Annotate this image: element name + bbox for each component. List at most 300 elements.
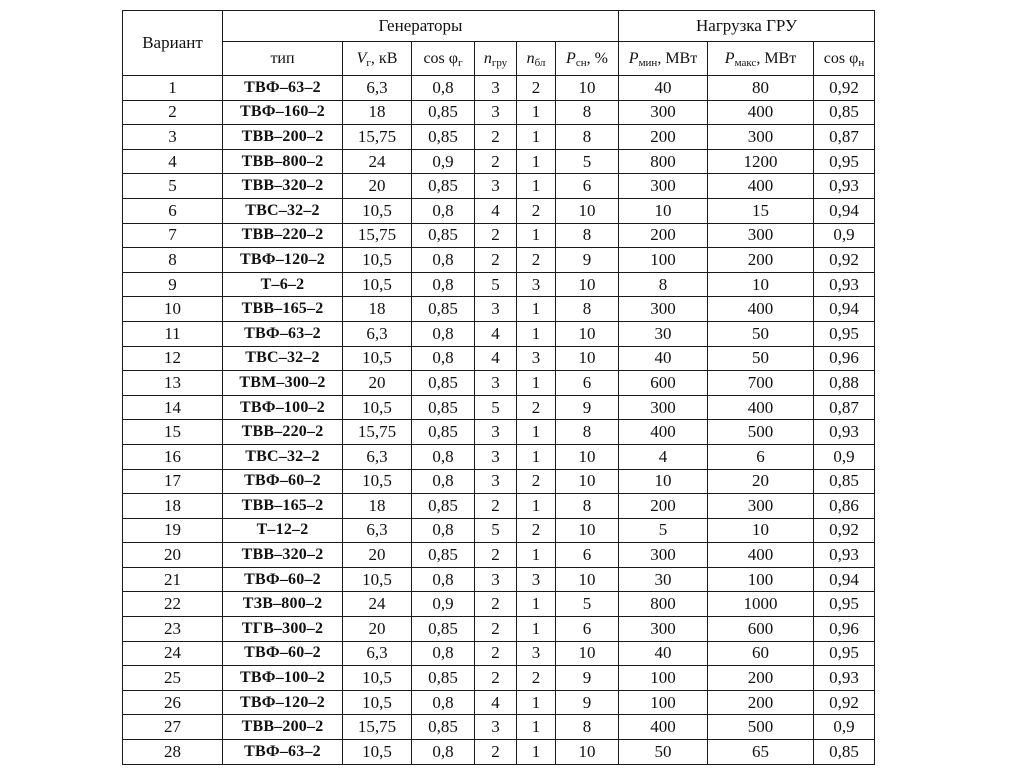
variant-cell: 2 (123, 100, 223, 125)
table-row (123, 371, 875, 396)
voltage-cell: 10,5 (343, 248, 412, 273)
cos-n-cell: 0,95 (814, 641, 875, 666)
n-bl-header: nбл (517, 42, 556, 76)
table-row (123, 149, 875, 174)
p-sn-cell: 10 (556, 444, 619, 469)
n-gru-cell: 2 (475, 494, 517, 519)
voltage-cell: 15,75 (343, 420, 412, 445)
voltage-cell: 10,5 (343, 690, 412, 715)
p-sn-cell: 10 (556, 321, 619, 346)
p-max-cell: 20 (708, 469, 814, 494)
table-row (123, 494, 875, 519)
n-gru-cell: 3 (475, 469, 517, 494)
voltage-cell: 6,3 (343, 321, 412, 346)
table-row (123, 518, 875, 543)
n-bl-cell: 3 (517, 567, 556, 592)
cos-n-cell: 0,95 (814, 321, 875, 346)
cos-n-cell: 0,95 (814, 149, 875, 174)
n-bl-cell: 1 (517, 715, 556, 740)
n-bl-cell: 1 (517, 223, 556, 248)
table-row (123, 617, 875, 642)
p-min-cell: 300 (619, 617, 708, 642)
variant-cell: 18 (123, 494, 223, 519)
type-cell: ТВВ–165–2 (223, 494, 343, 519)
p-min-cell: 300 (619, 297, 708, 322)
variant-cell: 14 (123, 395, 223, 420)
type-cell: ТВФ–60–2 (223, 567, 343, 592)
p-min-cell: 100 (619, 666, 708, 691)
p-min-cell: 100 (619, 248, 708, 273)
voltage-cell: 20 (343, 617, 412, 642)
cos-g-cell: 0,8 (412, 444, 475, 469)
n-gru-cell: 2 (475, 592, 517, 617)
variant-cell: 15 (123, 420, 223, 445)
type-cell: ТВФ–120–2 (223, 248, 343, 273)
variant-cell: 1 (123, 76, 223, 101)
p-min-cell: 40 (619, 641, 708, 666)
n-gru-cell: 2 (475, 617, 517, 642)
type-cell: ТВФ–60–2 (223, 469, 343, 494)
variant-cell: 19 (123, 518, 223, 543)
p-max-cell: 100 (708, 567, 814, 592)
type-cell: ТВФ–63–2 (223, 76, 343, 101)
type-cell: ТВВ–220–2 (223, 223, 343, 248)
cos-n-cell: 0,93 (814, 420, 875, 445)
cos-g-cell: 0,85 (412, 617, 475, 642)
voltage-cell: 18 (343, 100, 412, 125)
n-bl-cell: 3 (517, 346, 556, 371)
p-max-cell: 600 (708, 617, 814, 642)
cos-n-cell: 0,92 (814, 76, 875, 101)
cos-n-cell: 0,96 (814, 346, 875, 371)
n-gru-cell: 5 (475, 272, 517, 297)
variant-cell: 9 (123, 272, 223, 297)
voltage-cell: 10,5 (343, 272, 412, 297)
p-sn-cell: 5 (556, 592, 619, 617)
p-sn-cell: 10 (556, 641, 619, 666)
type-cell: ТГВ–300–2 (223, 617, 343, 642)
n-bl-cell: 2 (517, 198, 556, 223)
n-gru-cell: 3 (475, 444, 517, 469)
p-max-cell: 300 (708, 125, 814, 150)
cos-n-cell: 0,92 (814, 248, 875, 273)
voltage-cell: 20 (343, 174, 412, 199)
type-cell: ТВФ–63–2 (223, 740, 343, 765)
table-row (123, 125, 875, 150)
voltage-cell: 6,3 (343, 641, 412, 666)
cos-g-cell: 0,85 (412, 125, 475, 150)
voltage-cell: 6,3 (343, 444, 412, 469)
p-min-cell: 30 (619, 567, 708, 592)
voltage-cell: 15,75 (343, 125, 412, 150)
table-body (123, 76, 875, 765)
cos-g-cell: 0,8 (412, 740, 475, 765)
table-row (123, 321, 875, 346)
p-max-cell: 200 (708, 248, 814, 273)
p-max-cell: 400 (708, 543, 814, 568)
n-gru-cell: 2 (475, 641, 517, 666)
n-gru-cell: 4 (475, 690, 517, 715)
p-max-cell: 1000 (708, 592, 814, 617)
type-cell: ТВМ–300–2 (223, 371, 343, 396)
n-bl-cell: 3 (517, 272, 556, 297)
n-bl-cell: 1 (517, 444, 556, 469)
p-max-cell: 10 (708, 518, 814, 543)
variant-cell: 17 (123, 469, 223, 494)
n-bl-cell: 1 (517, 543, 556, 568)
n-bl-cell: 2 (517, 666, 556, 691)
variant-cell: 12 (123, 346, 223, 371)
type-cell: ТВФ–160–2 (223, 100, 343, 125)
p-max-cell: 60 (708, 641, 814, 666)
voltage-cell: 10,5 (343, 666, 412, 691)
type-cell: ТВС–32–2 (223, 198, 343, 223)
p-sn-cell: 8 (556, 494, 619, 519)
cos-g-cell: 0,8 (412, 690, 475, 715)
table-row (123, 469, 875, 494)
variant-cell: 22 (123, 592, 223, 617)
p-max-cell: 300 (708, 494, 814, 519)
p-max-cell: 200 (708, 690, 814, 715)
p-sn-cell: 10 (556, 740, 619, 765)
p-sn-cell: 5 (556, 149, 619, 174)
p-max-cell: 50 (708, 346, 814, 371)
type-cell: ТВВ–220–2 (223, 420, 343, 445)
table-row (123, 567, 875, 592)
voltage-cell: 6,3 (343, 76, 412, 101)
cos-n-cell: 0,87 (814, 395, 875, 420)
variant-cell: 4 (123, 149, 223, 174)
voltage-cell: 15,75 (343, 715, 412, 740)
generator-variants-table (122, 10, 875, 765)
p-min-cell: 400 (619, 715, 708, 740)
p-max-cell: 50 (708, 321, 814, 346)
p-max-cell: 500 (708, 420, 814, 445)
n-gru-cell: 3 (475, 567, 517, 592)
type-cell: ТВВ–200–2 (223, 125, 343, 150)
p-sn-cell: 6 (556, 617, 619, 642)
p-sn-header: Pсн, % (556, 42, 619, 76)
type-cell: ТВВ–800–2 (223, 149, 343, 174)
cos-n-cell: 0,93 (814, 174, 875, 199)
p-min-cell: 600 (619, 371, 708, 396)
table-row (123, 248, 875, 273)
cos-g-cell: 0,85 (412, 297, 475, 322)
type-cell: Т–6–2 (223, 272, 343, 297)
p-sn-cell: 10 (556, 272, 619, 297)
p-sn-cell: 9 (556, 690, 619, 715)
type-cell: ТВВ–320–2 (223, 174, 343, 199)
p-min-cell: 40 (619, 76, 708, 101)
n-bl-cell: 2 (517, 395, 556, 420)
cos-n-cell: 0,92 (814, 690, 875, 715)
cos-n-cell: 0,93 (814, 666, 875, 691)
n-bl-cell: 2 (517, 76, 556, 101)
voltage-cell: 20 (343, 543, 412, 568)
table-row (123, 592, 875, 617)
type-cell: ТВФ–60–2 (223, 641, 343, 666)
variant-cell: 13 (123, 371, 223, 396)
n-bl-cell: 2 (517, 518, 556, 543)
n-gru-cell: 3 (475, 100, 517, 125)
n-gru-cell: 3 (475, 715, 517, 740)
p-min-header: Pмин, МВт (619, 42, 708, 76)
variant-cell: 7 (123, 223, 223, 248)
voltage-cell: 10,5 (343, 395, 412, 420)
cos-g-cell: 0,8 (412, 198, 475, 223)
n-bl-cell: 2 (517, 248, 556, 273)
p-sn-cell: 8 (556, 297, 619, 322)
n-gru-cell: 3 (475, 297, 517, 322)
p-sn-cell: 6 (556, 543, 619, 568)
p-min-cell: 50 (619, 740, 708, 765)
cos-n-header: cos φн (814, 42, 875, 76)
cos-n-cell: 0,94 (814, 198, 875, 223)
p-sn-cell: 9 (556, 395, 619, 420)
variant-cell: 11 (123, 321, 223, 346)
cos-n-cell: 0,9 (814, 444, 875, 469)
table-row (123, 395, 875, 420)
p-min-cell: 10 (619, 198, 708, 223)
table-row (123, 420, 875, 445)
variant-cell: 20 (123, 543, 223, 568)
type-cell: Т–12–2 (223, 518, 343, 543)
p-min-cell: 300 (619, 174, 708, 199)
table-row (123, 740, 875, 765)
table-row (123, 76, 875, 101)
n-bl-cell: 1 (517, 174, 556, 199)
p-min-cell: 8 (619, 272, 708, 297)
n-gru-cell: 2 (475, 125, 517, 150)
p-min-cell: 4 (619, 444, 708, 469)
type-cell: ТВС–32–2 (223, 444, 343, 469)
p-max-cell: 1200 (708, 149, 814, 174)
type-cell: ТВВ–200–2 (223, 715, 343, 740)
voltage-cell: 18 (343, 494, 412, 519)
table-row (123, 690, 875, 715)
type-cell: ТВВ–320–2 (223, 543, 343, 568)
voltage-header: Vг, кВ (343, 42, 412, 76)
generators-group-header: Генераторы (223, 11, 619, 42)
p-min-cell: 30 (619, 321, 708, 346)
cos-g-cell: 0,85 (412, 371, 475, 396)
cos-g-cell: 0,85 (412, 666, 475, 691)
cos-g-cell: 0,8 (412, 346, 475, 371)
p-min-cell: 200 (619, 125, 708, 150)
table-row (123, 641, 875, 666)
n-bl-cell: 2 (517, 469, 556, 494)
variant-cell: 27 (123, 715, 223, 740)
variant-cell: 16 (123, 444, 223, 469)
table-row (123, 100, 875, 125)
p-sn-cell: 9 (556, 666, 619, 691)
voltage-cell: 20 (343, 371, 412, 396)
table-row (123, 715, 875, 740)
cos-g-cell: 0,85 (412, 395, 475, 420)
p-sn-cell: 10 (556, 567, 619, 592)
n-bl-cell: 1 (517, 371, 556, 396)
n-gru-cell: 3 (475, 174, 517, 199)
n-gru-cell: 3 (475, 420, 517, 445)
variant-cell: 25 (123, 666, 223, 691)
table-row (123, 272, 875, 297)
type-cell: ТВФ–63–2 (223, 321, 343, 346)
variant-cell: 23 (123, 617, 223, 642)
p-sn-cell: 10 (556, 518, 619, 543)
p-sn-cell: 8 (556, 100, 619, 125)
table-row (123, 444, 875, 469)
variant-cell: 21 (123, 567, 223, 592)
p-sn-cell: 8 (556, 223, 619, 248)
p-sn-cell: 10 (556, 469, 619, 494)
n-bl-cell: 1 (517, 100, 556, 125)
n-gru-cell: 5 (475, 518, 517, 543)
table-row (123, 346, 875, 371)
n-bl-cell: 1 (517, 297, 556, 322)
p-max-header: Pмакс, МВт (708, 42, 814, 76)
p-max-cell: 400 (708, 297, 814, 322)
cos-g-cell: 0,8 (412, 321, 475, 346)
p-sn-cell: 8 (556, 715, 619, 740)
type-cell: ТВВ–165–2 (223, 297, 343, 322)
cos-n-cell: 0,9 (814, 223, 875, 248)
n-gru-cell: 2 (475, 666, 517, 691)
table-row (123, 223, 875, 248)
cos-g-cell: 0,8 (412, 518, 475, 543)
p-sn-cell: 8 (556, 420, 619, 445)
p-min-cell: 10 (619, 469, 708, 494)
voltage-cell: 10,5 (343, 346, 412, 371)
cos-g-cell: 0,8 (412, 469, 475, 494)
cos-n-cell: 0,95 (814, 592, 875, 617)
cos-g-cell: 0,85 (412, 543, 475, 568)
p-sn-cell: 6 (556, 174, 619, 199)
variant-cell: 3 (123, 125, 223, 150)
table-row (123, 198, 875, 223)
table-row (123, 297, 875, 322)
p-max-cell: 15 (708, 198, 814, 223)
type-cell: ТВФ–100–2 (223, 666, 343, 691)
p-sn-cell: 6 (556, 371, 619, 396)
table-row (123, 666, 875, 691)
type-cell: ТВФ–120–2 (223, 690, 343, 715)
voltage-cell: 10,5 (343, 198, 412, 223)
voltage-cell: 15,75 (343, 223, 412, 248)
cos-n-cell: 0,88 (814, 371, 875, 396)
n-gru-cell: 4 (475, 346, 517, 371)
cos-g-cell: 0,85 (412, 494, 475, 519)
cos-g-cell: 0,85 (412, 174, 475, 199)
cos-g-cell: 0,9 (412, 592, 475, 617)
n-bl-cell: 1 (517, 617, 556, 642)
type-cell: ТЗВ–800–2 (223, 592, 343, 617)
n-gru-cell: 2 (475, 223, 517, 248)
cos-g-cell: 0,8 (412, 76, 475, 101)
p-min-cell: 200 (619, 223, 708, 248)
cos-g-cell: 0,9 (412, 149, 475, 174)
p-max-cell: 10 (708, 272, 814, 297)
voltage-cell: 6,3 (343, 518, 412, 543)
cos-g-cell: 0,8 (412, 272, 475, 297)
n-gru-cell: 4 (475, 198, 517, 223)
p-max-cell: 6 (708, 444, 814, 469)
n-gru-cell: 4 (475, 321, 517, 346)
p-min-cell: 300 (619, 543, 708, 568)
cos-g-cell: 0,85 (412, 100, 475, 125)
n-bl-cell: 3 (517, 641, 556, 666)
cos-n-cell: 0,96 (814, 617, 875, 642)
variant-cell: 6 (123, 198, 223, 223)
p-sn-cell: 10 (556, 76, 619, 101)
n-gru-cell: 2 (475, 149, 517, 174)
p-min-cell: 300 (619, 395, 708, 420)
p-min-cell: 40 (619, 346, 708, 371)
cos-g-header: cos φг (412, 42, 475, 76)
p-min-cell: 400 (619, 420, 708, 445)
p-sn-cell: 10 (556, 346, 619, 371)
cos-n-cell: 0,87 (814, 125, 875, 150)
cos-n-cell: 0,94 (814, 567, 875, 592)
p-max-cell: 500 (708, 715, 814, 740)
cos-n-cell: 0,86 (814, 494, 875, 519)
cos-g-cell: 0,8 (412, 567, 475, 592)
p-min-cell: 200 (619, 494, 708, 519)
variant-cell: 8 (123, 248, 223, 273)
p-sn-cell: 8 (556, 125, 619, 150)
cos-n-cell: 0,85 (814, 469, 875, 494)
voltage-cell: 24 (343, 592, 412, 617)
p-max-cell: 200 (708, 666, 814, 691)
n-bl-cell: 1 (517, 125, 556, 150)
p-min-cell: 5 (619, 518, 708, 543)
p-min-cell: 100 (619, 690, 708, 715)
n-bl-cell: 1 (517, 321, 556, 346)
table-row (123, 543, 875, 568)
n-bl-cell: 1 (517, 690, 556, 715)
n-gru-cell: 2 (475, 543, 517, 568)
cos-g-cell: 0,85 (412, 715, 475, 740)
cos-g-cell: 0,85 (412, 420, 475, 445)
variant-header: Вариант (123, 11, 223, 76)
cos-n-cell: 0,94 (814, 297, 875, 322)
p-max-cell: 400 (708, 174, 814, 199)
variant-cell: 26 (123, 690, 223, 715)
n-gru-cell: 3 (475, 76, 517, 101)
p-max-cell: 80 (708, 76, 814, 101)
voltage-cell: 18 (343, 297, 412, 322)
type-cell: ТВС–32–2 (223, 346, 343, 371)
variant-cell: 28 (123, 740, 223, 765)
cos-n-cell: 0,93 (814, 272, 875, 297)
load-group-header: Нагрузка ГРУ (619, 11, 875, 42)
type-header: тип (223, 42, 343, 76)
n-bl-cell: 1 (517, 740, 556, 765)
cos-n-cell: 0,92 (814, 518, 875, 543)
cos-g-cell: 0,8 (412, 641, 475, 666)
p-min-cell: 300 (619, 100, 708, 125)
voltage-cell: 10,5 (343, 740, 412, 765)
variant-cell: 24 (123, 641, 223, 666)
p-sn-cell: 10 (556, 198, 619, 223)
voltage-cell: 10,5 (343, 469, 412, 494)
p-max-cell: 300 (708, 223, 814, 248)
cos-n-cell: 0,9 (814, 715, 875, 740)
p-max-cell: 700 (708, 371, 814, 396)
p-min-cell: 800 (619, 592, 708, 617)
cos-n-cell: 0,93 (814, 543, 875, 568)
n-gru-cell: 3 (475, 371, 517, 396)
p-sn-cell: 9 (556, 248, 619, 273)
